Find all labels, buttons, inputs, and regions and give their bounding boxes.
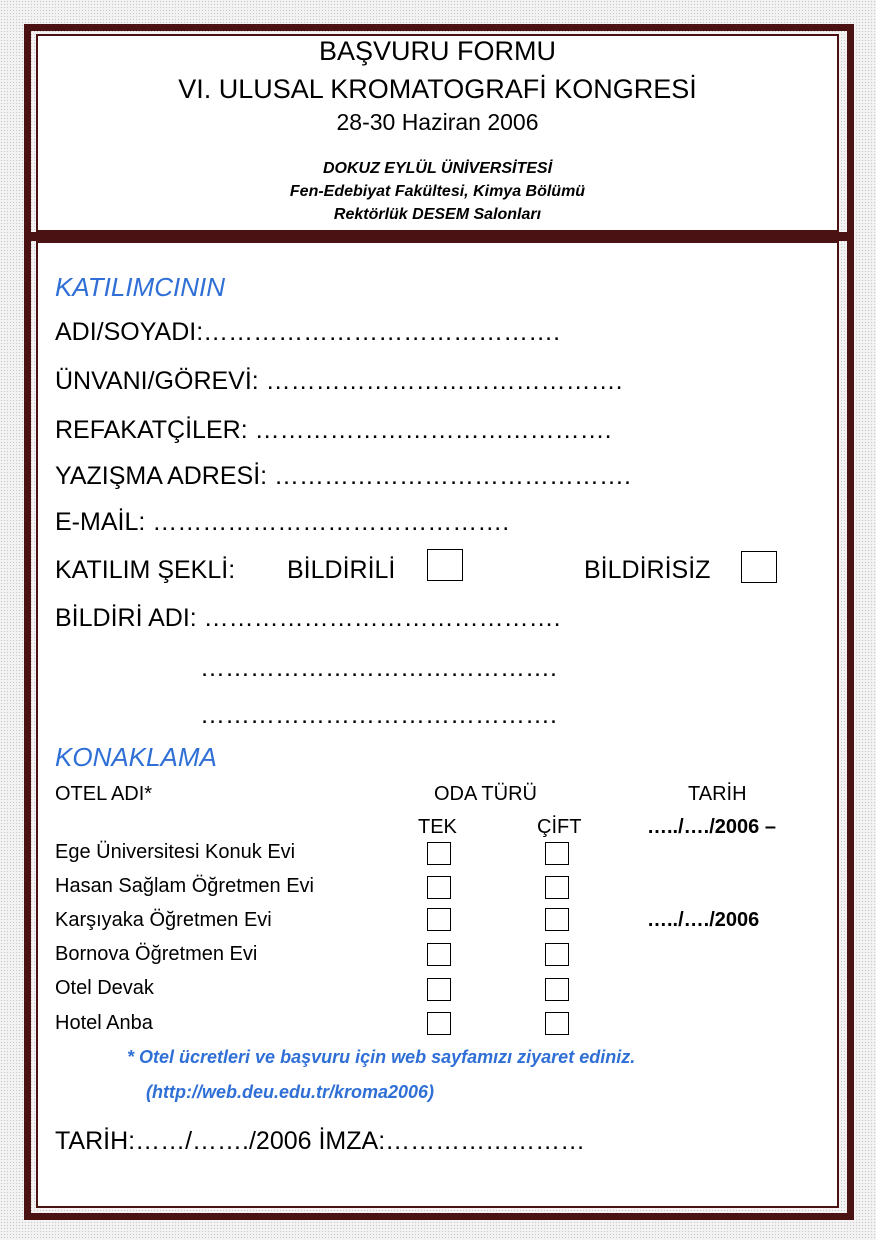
participation-label: KATILIM ŞEKLİ: (55, 556, 236, 584)
hotel-name: Bornova Öğretmen Evi (55, 943, 258, 965)
single-room-checkbox[interactable] (427, 876, 451, 899)
hotel-note: * Otel ücretleri ve başvuru için web sayfamızı ziyaret ediniz. (127, 1047, 636, 1067)
double-room-header: ÇİFT (537, 816, 582, 838)
date-from-field[interactable]: …../…./2006 – (647, 816, 776, 838)
single-room-checkbox[interactable] (427, 1012, 451, 1035)
paper-title-line-3[interactable]: ……………………………………. (200, 701, 557, 729)
single-room-checkbox[interactable] (427, 943, 451, 966)
double-room-checkbox[interactable] (545, 978, 569, 1001)
website-link[interactable]: (http://web.deu.edu.tr/kroma2006) (146, 1082, 435, 1102)
section-divider (31, 232, 847, 241)
single-room-checkbox[interactable] (427, 842, 451, 865)
congress-dates: 28-30 Haziran 2006 (336, 109, 539, 135)
hotel-name: Otel Devak (55, 977, 154, 999)
paper-title-field[interactable]: BİLDİRİ ADI: ……………………………………. (55, 604, 561, 632)
title-role-field[interactable]: ÜNVANI/GÖREVİ: ……………………………………. (55, 367, 623, 395)
double-room-checkbox[interactable] (545, 842, 569, 865)
double-room-checkbox[interactable] (545, 908, 569, 931)
single-room-checkbox[interactable] (427, 978, 451, 1001)
form-title: BAŞVURU FORMU (318, 36, 556, 66)
without-paper-checkbox[interactable] (741, 551, 777, 583)
date-signature-field[interactable]: TARİH:……/……./2006 İMZA:…………………… (55, 1127, 586, 1155)
faculty-name: Fen-Edebiyat Fakültesi, Kimya Bölümü (289, 183, 586, 200)
accommodation-section-title: KONAKLAMA (55, 742, 217, 772)
congress-title: VI. ULUSAL KROMATOGRAFİ KONGRESİ (178, 74, 697, 104)
venue-name: Rektörlük DESEM Salonları (333, 206, 542, 223)
name-field[interactable]: ADI/SOYADI:……………………………………. (55, 318, 561, 346)
room-type-header: ODA TÜRÜ (434, 783, 537, 805)
single-room-header: TEK (418, 816, 457, 838)
companions-field[interactable]: REFAKATÇİLER: ……………………………………. (55, 416, 612, 444)
hotel-name: Hasan Sağlam Öğretmen Evi (55, 875, 315, 897)
hotel-name: Karşıyaka Öğretmen Evi (55, 909, 272, 931)
date-header: TARİH (688, 783, 747, 805)
hotel-name: Ege Üniversitesi Konuk Evi (55, 841, 296, 863)
date-to-field[interactable]: …../…./2006 (647, 909, 760, 931)
double-room-checkbox[interactable] (545, 876, 569, 899)
single-room-checkbox[interactable] (427, 908, 451, 931)
hotel-name: Hotel Anba (55, 1012, 153, 1034)
participant-section-title: KATILIMCININ (55, 272, 225, 302)
address-field[interactable]: YAZIŞMA ADRESİ: ……………………………………. (55, 462, 631, 490)
with-paper-checkbox[interactable] (427, 549, 463, 581)
paper-title-line-2[interactable]: ……………………………………. (200, 654, 557, 682)
double-room-checkbox[interactable] (545, 1012, 569, 1035)
double-room-checkbox[interactable] (545, 943, 569, 966)
email-field[interactable]: E-MAİL: ……………………………………. (55, 508, 510, 536)
hotel-header: OTEL ADI* (55, 783, 153, 805)
with-paper-label: BİLDİRİLİ (287, 556, 396, 584)
without-paper-label: BİLDİRİSİZ (584, 556, 711, 584)
university-name: DOKUZ EYLÜL ÜNİVERSİTESİ (322, 160, 553, 177)
